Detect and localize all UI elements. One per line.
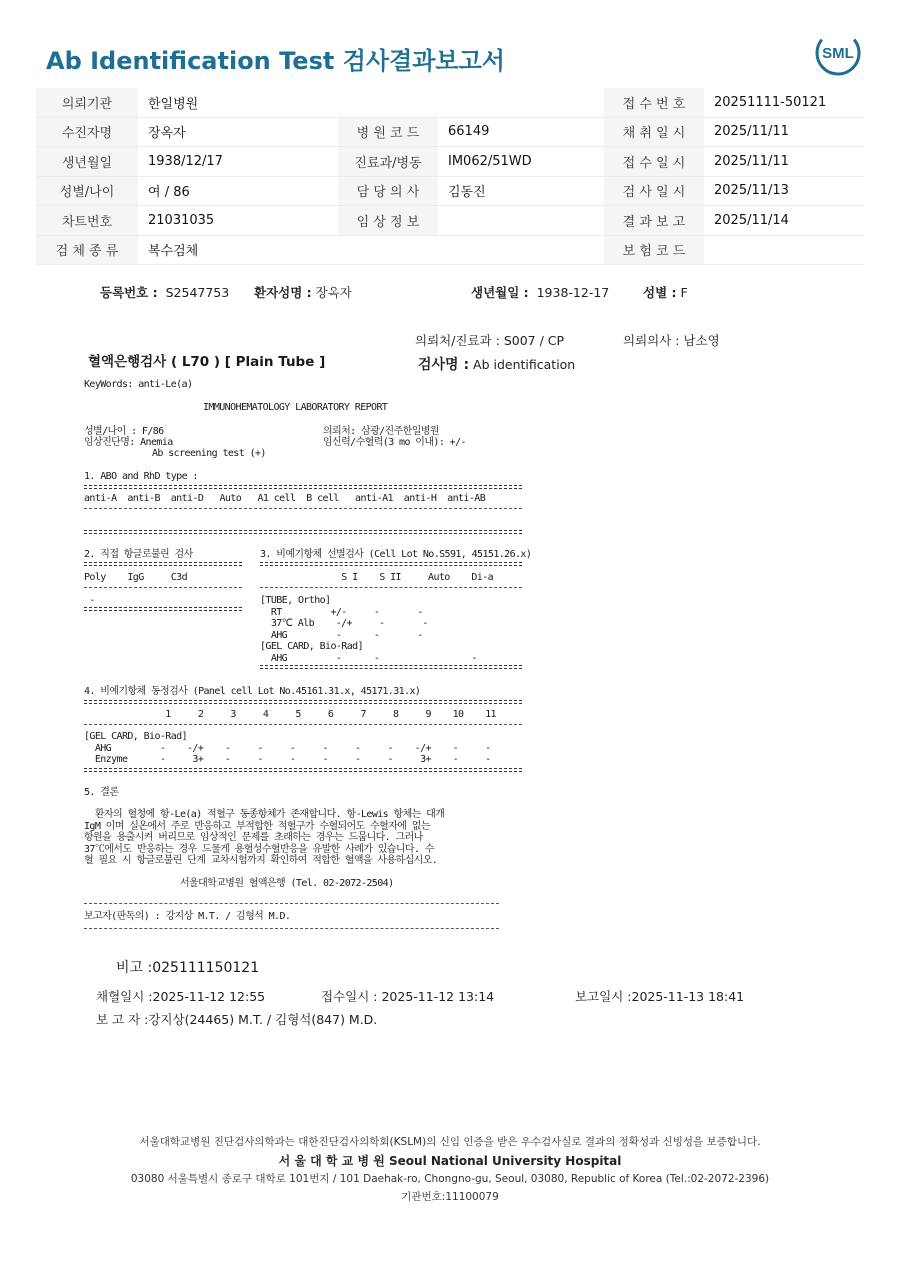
footer-cert: 서울대학교병원 진단검사의학과는 대한진단검사의학회(KSLM)의 신임 인증을 받은 우수검사실로 결과의 정확성과 신빙성을 보증합니다. [139, 1136, 761, 1148]
info-value: 2025/11/14 [704, 206, 864, 236]
info-value: 2025/11/13 [704, 176, 864, 206]
info-value: IM062/51WD [438, 147, 604, 177]
info-label: 담 당 의 사 [338, 176, 438, 206]
sec4-title: 4. 비예기항체 동정검사 (Panel cell Lot No.45161.31.x, 45171.31.x) [84, 686, 421, 697]
sec2-value: - [84, 595, 95, 606]
conclusion-line: 환자의 혈청에 항-Le(a) 적혈구 동종항체가 존재합니다. 항-Lewis 항체는 대개 [84, 809, 445, 820]
divider [84, 610, 242, 611]
reg-no [100, 283, 229, 301]
info-label: 보 험 코 드 [604, 235, 704, 265]
facility: 의뢰처: 삼광/진주한일병원 [323, 426, 439, 437]
sec4-row: Enzyme - 3+ - - - - - - 3+ - - [84, 754, 491, 765]
conclusion-line: 37℃에서도 반응하는 경우 드물게 용혈성수혈반응을 유발한 사례가 있습니다. 수 [84, 843, 434, 855]
divider [84, 703, 522, 704]
info-value: 한일병원 [138, 88, 338, 117]
info-value: 66149 [438, 117, 604, 147]
reporter2-value: 강지상(24465) M.T. / 김형석(847) M.D. [148, 1012, 378, 1027]
sec1-header: anti-A anti-B anti-D Auto A1 cell B cell anti-A1 anti-H anti-AB [84, 493, 486, 504]
divider [84, 724, 522, 725]
sec3-header: S I S II Auto Di-a [260, 572, 494, 583]
info-label: 채 취 일 시 [604, 117, 704, 147]
info-label: 결 과 보 고 [604, 206, 704, 236]
sec4-rows [84, 731, 491, 766]
footer-inst: 기관번호:11100079 [401, 1191, 499, 1203]
sec3-row: [GEL CARD, Bio-Rad] [260, 641, 363, 652]
keywords: KeyWords: anti-Le(a) [84, 379, 193, 390]
divider [84, 485, 522, 486]
sec3-title: 3. 비예기항체 선별검사 (Cell Lot No.S591, 45151.26.x) [260, 549, 532, 560]
conclusion-line: 혈 필요 시 항글로불린 단계 교차시험까지 확인하여 적합한 혈액을 사용하십시오. [84, 855, 438, 866]
info-value [704, 235, 864, 265]
pregnancy: 임신력/수혈력(3 mo 이내): +/- [323, 437, 466, 448]
info-value: 여 / 86 [138, 176, 338, 206]
request-doctor: 의뢰의사 : 남소영 [623, 333, 720, 348]
divider [260, 562, 522, 563]
info-value [438, 88, 604, 117]
sec2-header: Poly IgG C3d [84, 572, 187, 583]
patient-sex [643, 283, 688, 301]
conclusion [84, 809, 444, 867]
reg-label: 등록번호 : [100, 285, 158, 300]
info-value [438, 206, 604, 236]
info-row [36, 88, 864, 117]
name-label: 환자성명 : [254, 285, 312, 300]
sec5-title: 5. 결론 [84, 787, 119, 798]
divider [260, 565, 522, 566]
diagnosis: 임상진단명: Anemia [84, 437, 173, 448]
sec3-rows [260, 595, 477, 664]
collect-time: 채혈일시 :2025-11-12 12:55 [96, 989, 266, 1004]
divider [84, 562, 242, 563]
remarks [116, 957, 259, 977]
divider [260, 668, 522, 669]
divider [84, 700, 522, 701]
info-label [338, 235, 438, 265]
divider [84, 903, 499, 904]
test-label: 검사명 : [418, 357, 470, 373]
reporter2 [96, 1010, 377, 1028]
sex-age: 성별/나이 : F/86 [84, 426, 164, 437]
sec3-row: AHG - - - [260, 629, 423, 641]
footer-hospital: 서 울 대 학 교 병 원 Seoul National University Hospital [278, 1154, 622, 1168]
request-dept: 의뢰처/진료과 : S007 / CP [415, 333, 565, 348]
logo-text: SML [822, 45, 854, 62]
dob-value: 1938-12-17 [536, 285, 610, 300]
info-label [338, 88, 438, 117]
divider [84, 530, 522, 531]
info-label: 진료과/병동 [338, 147, 438, 177]
reporter2-label: 보 고 자 : [96, 1012, 149, 1027]
conclusion-line: IgM 이며 실온에서 주로 반응하고 부적합한 적혈구가 수혈되어도 수혈자에 없는 [84, 820, 430, 832]
bloodbank: 서울대학교병원 혈액은행 (Tel. 02-2072-2504) [180, 878, 394, 889]
page-title: Ab Identification Test 검사결과보고서 [46, 47, 505, 75]
remarks-label: 비고 : [116, 960, 153, 976]
info-row [36, 235, 864, 265]
footer-address: 03080 서울특별시 종로구 대학로 101번지 / 101 Daehak-ro, Chongno-gu, Seoul, 03080, Republic of Korea (Tel.:02-2072-2396) [130, 1173, 770, 1185]
info-label: 생년월일 [36, 147, 138, 177]
info-table [36, 88, 864, 265]
receive-time: 접수일시 : 2025-11-12 13:14 [321, 989, 495, 1004]
sec3-row: 37℃ Alb -/+ - - [260, 618, 428, 629]
info-value: 김동진 [438, 176, 604, 206]
test-label-line [418, 354, 575, 374]
info-label: 차트번호 [36, 206, 138, 236]
info-label: 검 체 종 류 [36, 235, 138, 265]
patient-dob [471, 283, 609, 301]
remarks-value: 025111150121 [152, 960, 260, 976]
divider [260, 587, 522, 588]
sml-logo [813, 28, 863, 78]
sec4-row: [GEL CARD, Bio-Rad] [84, 731, 187, 742]
info-row [36, 147, 864, 177]
divider [84, 771, 522, 772]
info-label: 검 사 일 시 [604, 176, 704, 206]
reg-value: S2547753 [165, 285, 230, 300]
info-value: 2025/11/11 [704, 117, 864, 147]
divider [84, 488, 522, 489]
test-value: Ab identification [473, 357, 576, 372]
sec3-row: AHG - - - [260, 652, 477, 664]
sex-label: 성별 : [643, 285, 677, 300]
divider [84, 587, 242, 588]
sec2-title: 2. 직접 항글로불린 검사 [84, 549, 193, 560]
sec4-row: AHG - -/+ - - - - - - -/+ - - [84, 742, 491, 754]
report-time: 보고일시 :2025-11-13 18:41 [575, 989, 745, 1004]
info-label: 접 수 번 호 [604, 88, 704, 117]
sec1-title: 1. ABO and RhD type : [84, 471, 198, 482]
info-value: 1938/12/17 [138, 147, 338, 177]
divider [84, 533, 522, 534]
conclusion-line: 항원을 용출시켜 버리므로 임상적인 문제를 초래하는 경우는 드뭅니다. 그러나 [84, 832, 423, 843]
divider [260, 665, 522, 666]
report-reporter: 보고자(판독의) : 강지상 M.T. / 김형석 M.D. [84, 911, 291, 922]
divider [84, 508, 522, 509]
patient-name [254, 283, 352, 301]
sec3-row: [TUBE, Ortho] [260, 595, 331, 606]
info-value: 20251111-50121 [704, 88, 864, 117]
test-name: 혈액은행검사 ( L70 ) [ Plain Tube ] [88, 354, 326, 370]
info-label: 병 원 코 드 [338, 117, 438, 147]
sec4-header: 1 2 3 4 5 6 7 8 9 10 11 [84, 709, 496, 720]
info-value: 21031035 [138, 206, 338, 236]
divider [84, 768, 522, 769]
divider [84, 565, 242, 566]
info-label: 의뢰기관 [36, 88, 138, 117]
info-row [36, 206, 864, 236]
info-label: 수진자명 [36, 117, 138, 147]
info-row [36, 176, 864, 206]
info-value: 복수검체 [138, 235, 338, 265]
info-label: 성별/나이 [36, 176, 138, 206]
screening: Ab screening test (+) [152, 448, 266, 459]
info-label: 접 수 일 시 [604, 147, 704, 177]
sex-value: F [680, 285, 688, 300]
info-label: 임 상 정 보 [338, 206, 438, 236]
info-value: 2025/11/11 [704, 147, 864, 177]
dob-label: 생년월일 : [471, 285, 529, 300]
divider [84, 928, 499, 929]
info-value [438, 235, 604, 265]
sec3-row: RT +/- - - [260, 606, 423, 618]
divider [84, 607, 242, 608]
name-value: 장옥자 [315, 285, 352, 300]
report-heading: IMMUNOHEMATOLOGY LABORATORY REPORT [203, 402, 388, 413]
info-row [36, 117, 864, 147]
info-value: 장옥자 [138, 117, 338, 147]
